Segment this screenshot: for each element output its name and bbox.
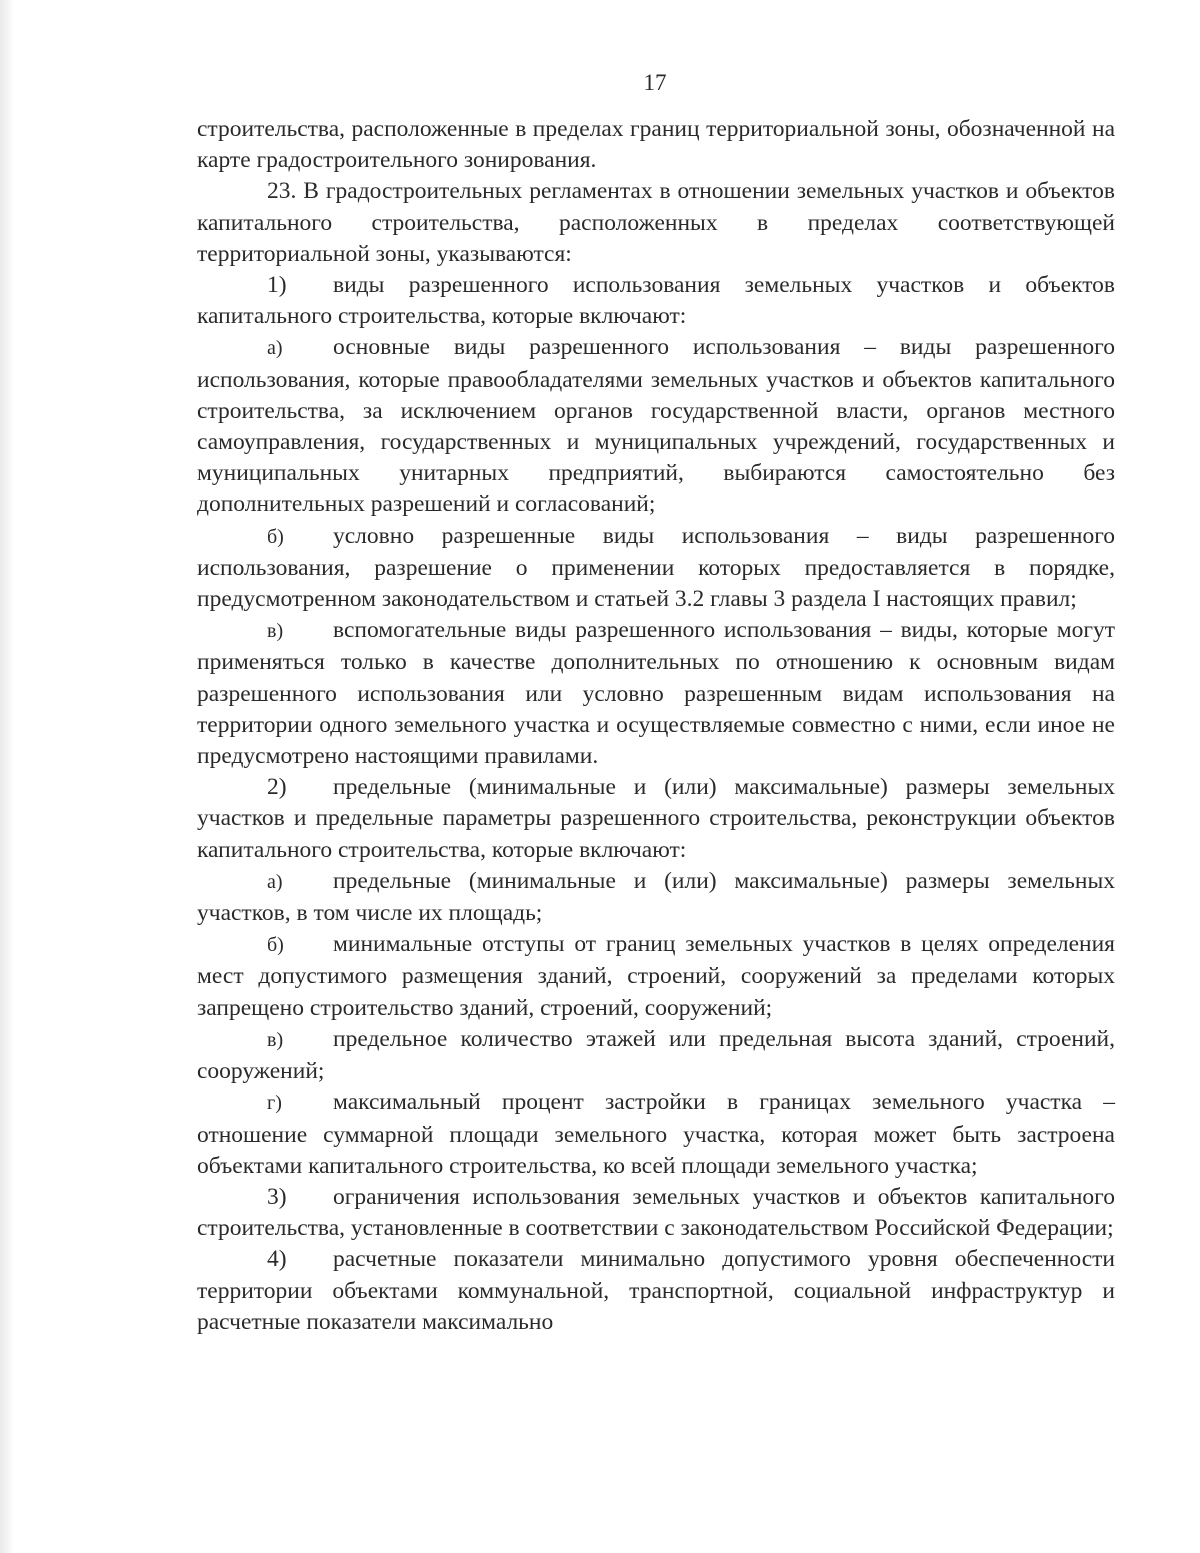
subitem-marker: б) <box>267 934 284 957</box>
subitem-text: условно разрешенные виды использования – виды разрешенного использования, разрешение о применении которых предоставляется в порядке, предусмотренном законодательством и статьей 3.2 главы 3 раздела I настоящих правил; <box>197 522 1115 613</box>
subitem-marker: б) <box>267 525 284 548</box>
subitem-text: минимальные отступы от границ земельных участков в целях определения мест допустимого размещения зданий, строений, сооружений за пределами которых запрещено строительство зданий, строений, сооружений; <box>197 931 1115 1021</box>
subitem-text: максимальный процент застройки в границах земельного участка – отношение суммарной площади земельного участка, которая может быть застроена объектами капитального строительства, ко всей площади земельного участка; <box>197 1089 1115 1179</box>
document-body <box>197 114 1115 1338</box>
subitem-marker: а) <box>267 870 283 893</box>
paragraph-subitem-1v <box>197 615 1115 772</box>
subitem-text: предельные (минимальные и (или) максимальные) размеры земельных участков, в том числе их площадь; <box>197 867 1115 927</box>
item-marker: 4) <box>267 1246 287 1273</box>
subitem-text: вспомогательные виды разрешенного использования – виды, которые могут применяться только в качестве дополнительных по отношению к основным видам разрешенного использования или условно разрешенным видам использования на территории одного земельного участка и осуществляемые совместно с ними, если иное не предусмотрено настоящими правилами. <box>197 617 1115 770</box>
paragraph-subitem-2a <box>197 866 1115 929</box>
paragraph-item-3 <box>197 1182 1115 1244</box>
item-text: предельные (минимальные и (или) максимальные) размеры земельных участков и предельные параметры разрешенного строительства, реконструкции объектов капитального строительства, которые включают: <box>197 774 1115 863</box>
paragraph-subitem-2v <box>197 1024 1115 1087</box>
paragraph-subitem-2b <box>197 929 1115 1024</box>
subitem-marker: в) <box>267 620 284 643</box>
page-number: 17 <box>643 70 667 95</box>
item-marker: 2) <box>267 774 287 801</box>
scan-edge-shadow <box>0 0 14 1553</box>
subitem-text: основные виды разрешенного использования – виды разрешенного использования, которые правообладателями земельных участков и объектов капитального строительства, за исключением органов государственной власти, органов местного самоуправления, государственных и муниципальных учреждений, государственных и муниципальных унитарных предприятий, выбираются самостоятельно без дополнительных разрешений и согласований; <box>197 334 1115 518</box>
paragraph-subitem-2g <box>197 1087 1115 1182</box>
subitem-marker: г) <box>267 1092 282 1115</box>
item-text: ограничения использования земельных участков и объектов капитального строительства, установленные в соответствии с законодательством Российской Федерации; <box>197 1183 1115 1242</box>
subitem-marker: в) <box>267 1028 284 1051</box>
item-marker: 1) <box>267 272 287 299</box>
item-text: виды разрешенного использования земельных участков и объектов капитального строительства, которые включают: <box>197 272 1115 330</box>
subitem-marker: а) <box>267 337 283 360</box>
paragraph-subitem-1a <box>197 332 1115 520</box>
paragraph-item-2 <box>197 772 1115 866</box>
paragraph-item-1 <box>197 270 1115 332</box>
subitem-text: предельное количество этажей или предельная высота зданий, строений, сооружений; <box>197 1025 1115 1085</box>
item-text: расчетные показатели минимально допустимого уровня обеспеченности территории объектами коммунальной, транспортной, социальной инфраструктур и расчетные показатели максимально <box>197 1246 1115 1335</box>
paragraph-clause-23: 23. В градостроительных регламентах в отношении земельных участков и объектов капитального строительства, расположенных в пределах соответствующей территориальной зоны, указываются: <box>197 178 1115 267</box>
item-marker: 3) <box>267 1183 287 1210</box>
paragraph-continuation: строительства, расположенные в пределах границ территориальной зоны, обозначенной на карте градостроительного зонирования. <box>197 116 1115 174</box>
paragraph-subitem-1b <box>197 521 1115 616</box>
paragraph-item-4 <box>197 1244 1115 1338</box>
